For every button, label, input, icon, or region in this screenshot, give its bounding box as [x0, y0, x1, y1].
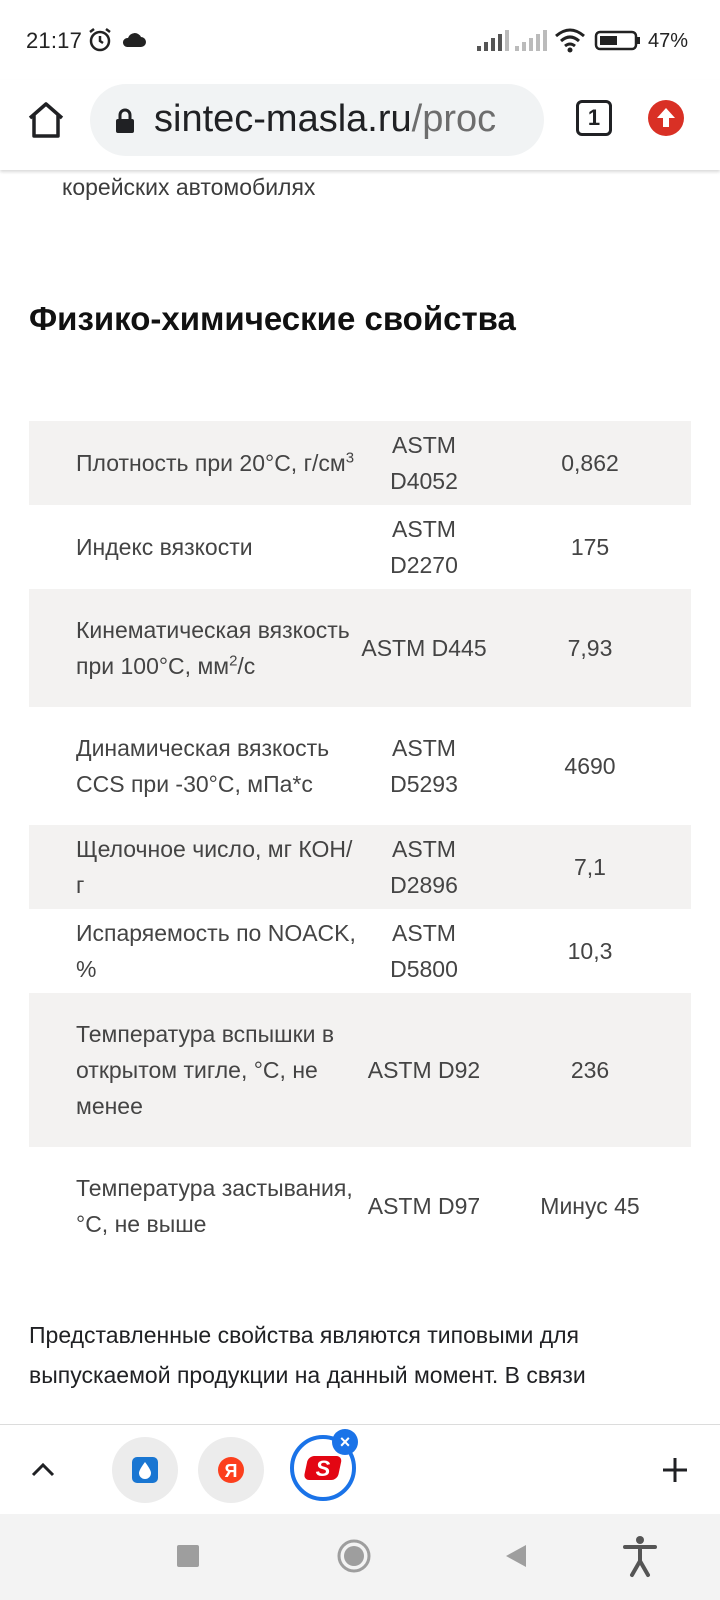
home-icon[interactable] [24, 98, 68, 142]
battery-icon [594, 26, 644, 54]
arrow-up-icon [648, 100, 684, 136]
alarm-icon [86, 26, 114, 54]
test-method: ASTM D5800 [390, 920, 458, 982]
svg-text:Я: Я [224, 1461, 238, 1481]
url-text [154, 98, 496, 141]
signal-2-icon [514, 26, 548, 54]
accessibility-icon[interactable] [620, 1534, 660, 1578]
disclaimer-text: Представленные свойства являются типовыми для выпускаемой продукции на данный момент. В связи [29, 1322, 586, 1388]
property-value: 7,1 [574, 854, 606, 880]
test-method: ASTM D445 [361, 635, 487, 661]
property-value: 0,862 [561, 450, 619, 476]
test-method: ASTM D92 [367, 1057, 481, 1083]
address-bar[interactable] [90, 84, 544, 156]
property-value: 10,3 [567, 938, 613, 964]
test-method: ASTM D97 [367, 1193, 481, 1219]
property-name: Кинематическая вязкость при 100°C, $мм^2/с$ [76, 617, 350, 679]
tab-thumbnail-1[interactable] [112, 1437, 178, 1503]
plus-icon[interactable] [660, 1455, 690, 1485]
status-time: 21:17 [26, 28, 83, 53]
back-icon[interactable] [502, 1542, 530, 1570]
chevron-up-icon[interactable] [28, 1455, 58, 1485]
table-row [29, 909, 691, 993]
property-name: Испаряемость по NOACK, % [76, 920, 356, 982]
property-name: Температура застывания, °C, не выше [76, 1175, 353, 1237]
tab-thumbnail-2[interactable] [198, 1437, 264, 1503]
status-bar [0, 0, 720, 80]
url-path: /proc [411, 98, 497, 140]
property-name: Плотность при 20°C, $г/см^3$ [76, 449, 355, 476]
properties-table [29, 421, 691, 1265]
property-value: 175 [570, 534, 610, 560]
drop-icon [112, 1437, 178, 1503]
yandex-icon [198, 1437, 264, 1503]
test-method: ASTM D4052 [390, 432, 458, 494]
svg-text:S: S [315, 1456, 331, 1481]
table-row [29, 421, 691, 505]
test-method: ASTM D2270 [390, 516, 458, 578]
section-title: Физико-химические свойства [29, 300, 516, 337]
lock-icon [114, 108, 136, 134]
close-tab-button[interactable]: × [332, 1429, 358, 1455]
update-button[interactable] [648, 100, 684, 136]
property-name: Щелочное число, мг КОН/г [76, 836, 353, 898]
cloud-icon [120, 26, 148, 54]
table-row [29, 707, 691, 825]
table-row [29, 993, 691, 1147]
tab-switcher-button[interactable]: 1 [576, 100, 612, 136]
property-name: Динамическая вязкость CCS при -30°C, мПа*с [76, 735, 330, 797]
test-method: ASTM D2896 [390, 836, 458, 898]
previous-paragraph-text: корейских автомобилях [62, 174, 316, 200]
tab-strip [0, 1424, 720, 1514]
property-value: 4690 [564, 753, 616, 779]
recents-icon[interactable] [176, 1544, 200, 1568]
property-name: Температура вспышки в открытом тигле, °C, не менее [76, 1021, 335, 1119]
browser-toolbar [0, 80, 720, 170]
signal-1-icon [476, 26, 510, 54]
url-host: sintec-masla.ru [154, 98, 412, 140]
home-nav-icon[interactable] [336, 1538, 372, 1574]
system-nav-bar [0, 1514, 720, 1600]
table-row [29, 825, 691, 909]
property-value: Минус 45 [540, 1193, 640, 1219]
test-method: ASTM D5293 [390, 735, 458, 797]
property-name: Индекс вязкости [76, 534, 253, 560]
wifi-icon [554, 26, 586, 54]
property-value: 236 [570, 1057, 610, 1083]
property-value: 7,93 [567, 635, 613, 661]
table-row [29, 1147, 691, 1265]
table-row [29, 505, 691, 589]
table-row [29, 589, 691, 707]
battery-level: 47% [648, 30, 689, 52]
page-content [0, 170, 720, 1424]
